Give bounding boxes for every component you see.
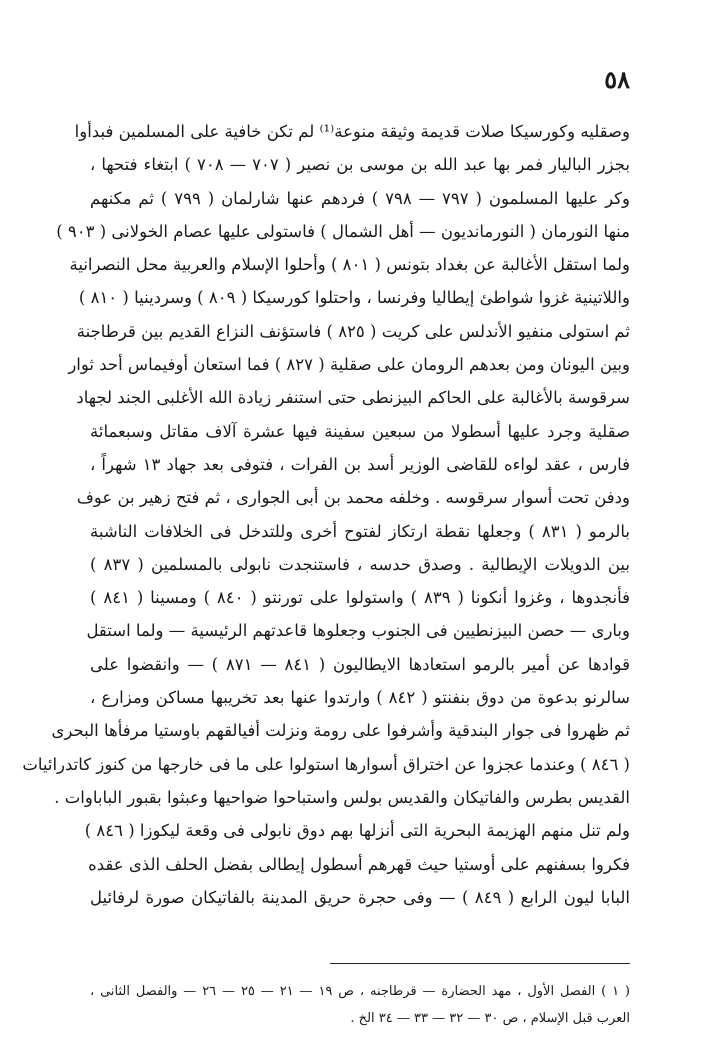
- text-line: ثم استولى منفيو الأندلس على كريت ( ٨٢٥ ) فاستؤنف النزاع القديم بين قرطاجنة: [76, 321, 630, 341]
- text-line: سرقوسة بالأغالبة على الحاكم البيزنطى حتى استنفر زيادة الله الأغلبى الجند لجهاد: [76, 388, 630, 408]
- text-line: وبارى — حصن البيزنطيين فى الجنوب وجعلوها قاعدتهم الرئيسية — ولما استقل: [86, 621, 630, 641]
- text-line: القديس بطرس والفاتيكان والقديس بولس واستباحوا ضواحيها وعبثوا بقبور الباباوات .: [54, 787, 630, 807]
- text-line: فكروا بسفنهم على أوستيا حيث قهرهم أسطول إيطالى بفضل الحلف الذى عقده: [88, 854, 630, 874]
- text-line: فأنجدوها ، وغزوا أنكونا ( ٨٣٩ ) واستولوا على تورنتو ( ٨٤٠ ) ومسينا ( ٨٤١ ): [90, 588, 631, 608]
- body-text: [22, 115, 631, 914]
- footnote-separator: [330, 963, 630, 964]
- text-line: بالرمو ( ٨٣١ ) وجعلها نقطة ارتكاز لفتوح أخرى وللتدخل فى الخلافات الناشبة: [90, 521, 630, 541]
- text-line: ثم ظهروا فى جوار البندقية وأشرفوا على رومة ونزلت أفيالقهم باوستيا مرفأها البحرى: [51, 721, 630, 741]
- text-line: صقلية وجرد عليها أسطولا من سبعين سفينة فيها عشرة آلاف مقاتل وسبعمائة: [90, 421, 630, 441]
- text-line: سالرنو بدعوة من دوق بنفنتو ( ٨٤٢ ) وارتدوا عنها بعد تخريبها مساكن ومزارع ،: [90, 688, 630, 708]
- text-line: ولم تنل منهم الهزيمة البحرية التى أنزلها بهم دوق نابولى فى وقعة ليكوزا ( ٨٤٦ ): [84, 821, 630, 841]
- footnotes: [90, 978, 630, 1032]
- text-line: وكر عليها المسلمون ( ٧٩٧ — ٧٩٨ ) فردهم عنها شارلمان ( ٧٩٩ ) ثم مكنهم: [90, 188, 631, 208]
- footnote-line: العرب قبل الإسلام ، ص ٣٠ — ٣٢ — ٣٣ — ٣٤ الخ .: [350, 1011, 630, 1026]
- text-line: بين الدويلات الإيطالية . وصدق حدسه ، فاستنجدت نابولى بالمسلمين ( ٨٣٧ ): [90, 554, 630, 574]
- text-line: واللاتينية غزوا شواطئ إيطاليا وفرنسا ، واحتلوا كورسيكا ( ٨٠٩ ) وسردينيا ( ٨١٠ ): [78, 288, 630, 308]
- text-line: منها النورمان ( النورمانديون — أهل الشمال ) فاستولى عليها عصام الخولانى ( ٩٠٣ ): [56, 221, 630, 241]
- text-line: وبين اليونان ومن بعدهم الرومان على صقلية ( ٨٢٧ ) فما استعان أوفيماس أحد ثوار: [68, 355, 630, 375]
- text-line: وصقليه وكورسيكا صلات قديمة وثيقة منوعة⁽¹⁾ لم تكن خافية على المسلمين فبدأوا: [74, 122, 630, 141]
- text-line: ( ٨٤٦ ) وعندما عجزوا عن اختراق أسوارها استولوا على ما فى خارجها من كنوز كاتدرائيات: [22, 754, 630, 774]
- page-number: ٥٨: [604, 65, 630, 94]
- text-line: ولما استقل الأغالبة عن بغداد بتونس ( ٨٠١ ) وأحلوا الإسلام والعربية محل النصرانية: [69, 255, 630, 275]
- text-line: فارس ، عقد لواءه للقاضى الوزير أسد بن الفرات ، فتوفى بعد جهاد ١٣ شهراً ،: [90, 454, 630, 474]
- footnote-line: ( ١ ) الفصل الأول ، مهد الحضارة — قرطاجنه ، ص ١٩ — ٢١ — ٢٥ — ٢٦ — والفصل الثانى ،: [90, 984, 631, 999]
- text-line: البابا ليون الرابع ( ٨٤٩ ) — وفى حجرة حريق المدينة بالفاتيكان صورة لرفائيل: [90, 887, 631, 907]
- text-line: بجزر الباليار فمر بها عبد الله بن موسى بن نصير ( ٧٠٧ — ٧٠٨ ) ابتغاء فتحها ،: [90, 155, 630, 175]
- text-line: قوادها عن أمير بالرمو استعادها الايطاليون ( ٨٤١ — ٨٧١ ) — وانقضوا على: [90, 654, 631, 674]
- text-line: ودفن تحت أسوار سرقوسه . وخلفه محمد بن أبى الجوارى ، ثم فتح زهير بن عوف: [76, 488, 630, 508]
